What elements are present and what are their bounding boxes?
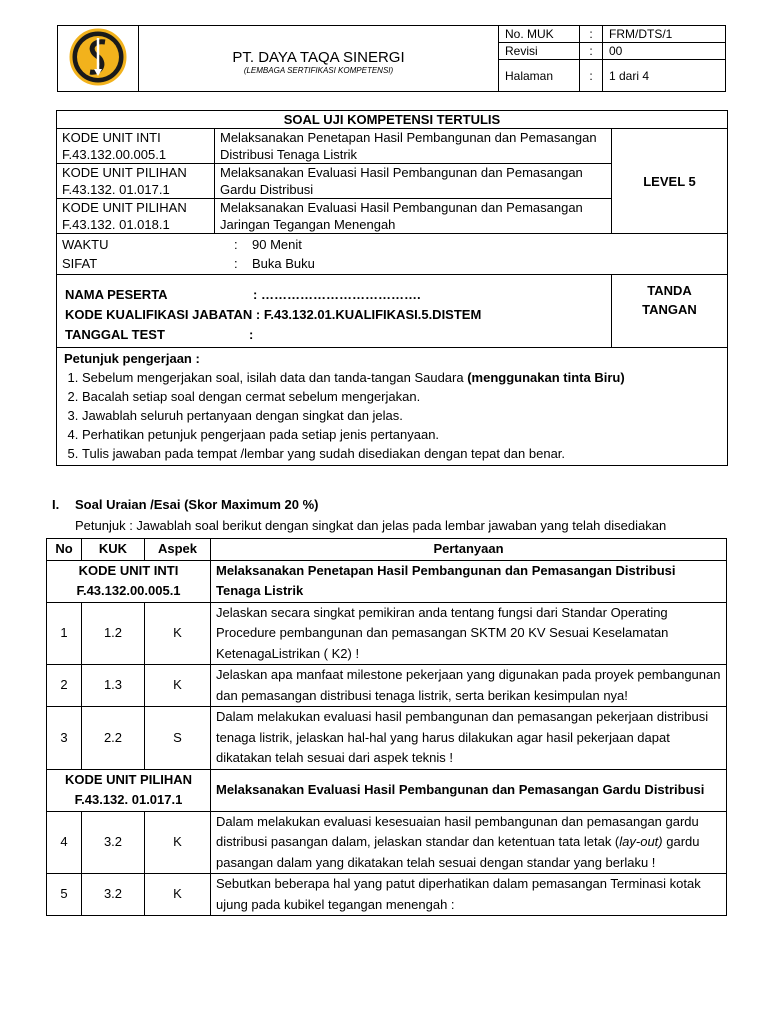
question-no: 2 [47, 665, 82, 707]
question-text: Jelaskan secara singkat pemikiran anda tentang fungsi dari Standar Operating Procedure pembangunan dan pemasangan SKTM 20 KV Sesuai Keselamatan KetenagaListrikan ( K2) ! [211, 602, 727, 665]
instructions-list [64, 368, 722, 463]
unit-title: Melaksanakan Penetapan Hasil Pembangunan dan Pemasangan Distribusi Tenaga Listrik [215, 129, 612, 164]
company-logo-icon [68, 28, 128, 86]
sifat-value: Buka Buku [252, 256, 315, 271]
peserta-cell [57, 275, 612, 348]
unit-code-cell [47, 769, 211, 811]
unit-code: F.43.132.00.005.1 [76, 583, 181, 598]
tanda-tangan-cell [612, 275, 728, 348]
unit-title: Melaksanakan Evaluasi Hasil Pembangunan dan Pemasangan Jaringan Tegangan Menengah [215, 199, 612, 234]
unit-code-label: KODE UNIT INTI [78, 562, 179, 578]
table-row [47, 811, 727, 874]
unit-code-label: KODE UNIT PILIHAN [62, 200, 187, 215]
table-row [47, 665, 727, 707]
logo-cell [58, 26, 139, 92]
instructions-title: Petunjuk pengerjaan : [64, 351, 200, 366]
question-text: Sebutkan beberapa hal yang patut diperhatikan dalam pemasangan Terminasi kotak ujung pada kubikel tegangan menengah : [211, 874, 727, 916]
level-cell: LEVEL 5 [612, 129, 728, 234]
section-number: I. [52, 497, 60, 512]
meta-value: 1 dari 4 [603, 60, 726, 92]
unit-code-cell [47, 560, 211, 602]
col-header-kuk: KUK [82, 539, 145, 561]
col-header-aspek: Aspek [145, 539, 211, 561]
meta-value: FRM/DTS/1 [603, 26, 726, 43]
unit-code-label: KODE UNIT PILIHAN [64, 771, 193, 787]
question-no: 4 [47, 811, 82, 874]
question-kuk: 1.3 [82, 665, 145, 707]
kode-kualifikasi: KODE KUALIFIKASI JABATAN : F.43.132.01.KUALIFIKASI.5.DISTEM [65, 307, 482, 322]
unit-code-cell [57, 164, 215, 199]
waktu-sifat-cell [57, 234, 728, 275]
tangan-label: TANGAN [642, 302, 697, 317]
tanggal-value: : [249, 327, 254, 342]
nama-value: : ………………………………. [253, 287, 421, 302]
question-no: 5 [47, 874, 82, 916]
unit-code-label: KODE UNIT PILIHAN [62, 165, 187, 180]
instruction-item: 1. Sebelum mengerjakan soal, isilah data dan tanda-tangan Saudara (menggunakan tinta Biru) [82, 368, 722, 387]
question-kuk: 1.2 [82, 602, 145, 665]
sifat-label: SIFAT [62, 256, 98, 271]
unit-code-label: KODE UNIT INTI [62, 130, 161, 145]
unit-title: Melaksanakan Evaluasi Hasil Pembangunan dan Pemasangan Gardu Distribusi [211, 769, 727, 811]
meta-separator: : [580, 26, 603, 43]
question-kuk: 2.2 [82, 707, 145, 770]
question-text: Dalam melakukan evaluasi hasil pembangunan dan pemasangan pekerjaan distribusi tenaga listrik, jelaskan hal-hal yang harus dilakukan agar hasil pekerjaan dapat dikatakan telah sesuai dari aspek teknis ! [211, 707, 727, 770]
unit-code: F.43.132.00.005.1 [62, 147, 167, 162]
soal-info-table [56, 110, 728, 466]
question-aspek: K [145, 665, 211, 707]
question-no: 1 [47, 602, 82, 665]
unit-code: F.43.132. 01.018.1 [62, 217, 170, 232]
waktu-value: 90 Menit [252, 237, 302, 252]
waktu-colon: : [234, 237, 238, 252]
unit-title: Melaksanakan Evaluasi Hasil Pembangunan dan Pemasangan Gardu Distribusi [215, 164, 612, 199]
instruction-item: 2. Bacalah setiap soal dengan cermat sebelum mengerjakan. [82, 387, 722, 406]
section-title: Soal Uraian /Esai (Skor Maximum 20 %) [75, 497, 319, 512]
col-header-no: No [47, 539, 82, 561]
tanggal-label: TANGGAL TEST [65, 327, 165, 342]
instruction-item: 3. Jawablah seluruh pertanyaan dengan singkat dan jelas. [82, 406, 722, 425]
meta-value: 00 [603, 43, 726, 60]
meta-separator: : [580, 43, 603, 60]
table-row [47, 602, 727, 665]
soal-title: SOAL UJI KOMPETENSI TERTULIS [57, 111, 728, 129]
questions-table [46, 538, 727, 916]
tanda-label: TANDA [647, 283, 692, 298]
company-cell [139, 26, 499, 92]
table-row [47, 707, 727, 770]
col-header-pertanyaan: Pertanyaan [211, 539, 727, 561]
question-aspek: K [145, 874, 211, 916]
unit-code-cell [57, 199, 215, 234]
meta-label: No. MUK [499, 26, 580, 43]
question-no: 3 [47, 707, 82, 770]
question-kuk: 3.2 [82, 811, 145, 874]
section-instructions: Petunjuk : Jawablah soal berikut dengan singkat dan jelas pada lembar jawaban yang telah disediakan [75, 518, 667, 533]
unit-code-cell [57, 129, 215, 164]
meta-label: Halaman [499, 60, 580, 92]
question-text: Dalam melakukan evaluasi kesesuaian hasil pembangunan dan pemasangan gardu distribusi pasangan dalam, jelaskan standar dan ketentuan tata letak (lay-out) gardu pasangan dalam yang dikatakan telah sesuai dengan standar yang berlaku ! [211, 811, 727, 874]
sifat-colon: : [234, 256, 238, 271]
question-text: Jelaskan apa manfaat milestone pekerjaan yang digunakan pada proyek pembangunan dan pemasangan distribusi tenaga listrik, serta berikan kesimpulan nya! [211, 665, 727, 707]
company-subtitle: (LEMBAGA SERTIFIKASI KOMPETENSI) [243, 65, 394, 75]
meta-separator: : [580, 60, 603, 92]
instruction-item: 5. Tulis jawaban pada tempat /lembar yang sudah disediakan dengan tepat dan benar. [82, 444, 722, 463]
instructions-cell [57, 348, 728, 466]
company-name: PT. DAYA TAQA SINERGI [232, 48, 405, 66]
unit-title: Melaksanakan Penetapan Hasil Pembangunan dan Pemasangan Distribusi Tenaga Listrik [211, 560, 727, 602]
meta-label: Revisi [499, 43, 580, 60]
table-row [47, 874, 727, 916]
unit-code: F.43.132. 01.017.1 [62, 182, 170, 197]
document-header [57, 25, 726, 92]
section-heading [52, 497, 318, 512]
question-aspek: S [145, 707, 211, 770]
unit-code: F.43.132. 01.017.1 [74, 792, 183, 807]
question-aspek: K [145, 811, 211, 874]
nama-label: NAMA PESERTA [65, 287, 168, 302]
waktu-label: WAKTU [62, 237, 109, 252]
question-kuk: 3.2 [82, 874, 145, 916]
instruction-item: 4. Perhatikan petunjuk pengerjaan pada setiap jenis pertanyaan. [82, 425, 722, 444]
question-aspek: K [145, 602, 211, 665]
